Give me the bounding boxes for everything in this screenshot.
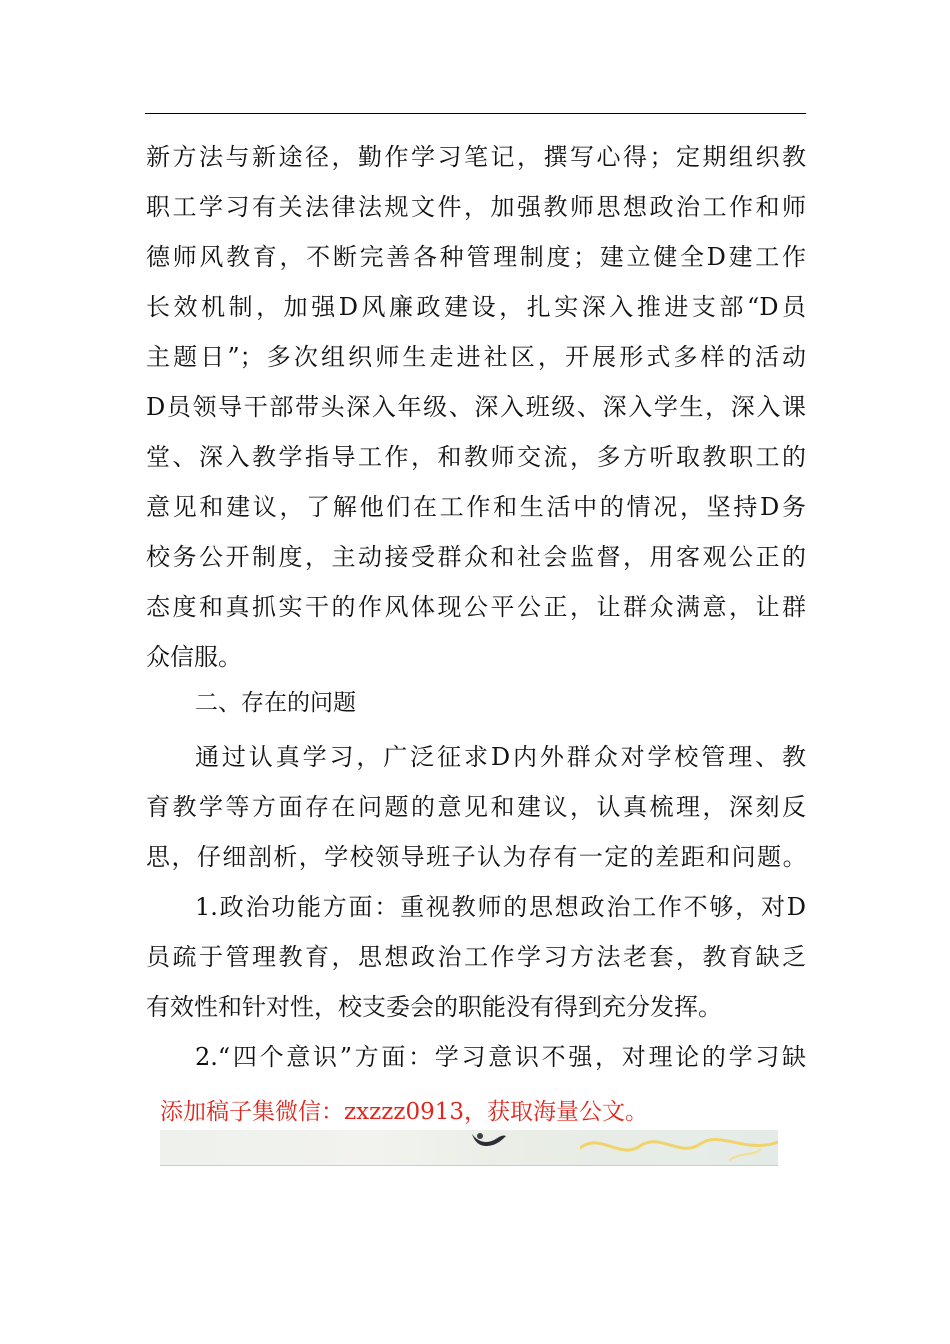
paragraph-line: 新方法与新途径，勤作学习笔记，撰写心得；定期组织教 — [146, 143, 806, 171]
paragraph-line: 长效机制，加强D风廉政建设，扎实深入推进支部“D员 — [146, 293, 806, 321]
paragraph-line: 职工学习有关法律法规文件，加强教师思想政治工作和师 — [146, 193, 806, 221]
paragraph-line: 堂、深入教学指导工作，和教师交流，多方听取教职工的 — [146, 443, 806, 471]
paragraph-line: D员领导干部带头深入年级、深入班级、深入学生，深入课 — [146, 393, 806, 421]
paragraph-line: 育教学等方面存在问题的意见和建议，认真梳理，深刻反 — [146, 793, 806, 821]
paragraph-line: 员疏于管理教育，思想政治工作学习方法老套，教育缺乏 — [146, 943, 806, 971]
paragraph-line: 思，仔细剖析，学校领导班子认为存有一定的差距和问题。 — [146, 843, 806, 871]
section-heading: 二、存在的问题 — [195, 690, 356, 716]
promo-text: 添加稿子集微信：zxzzz0913，获取海量公文。 — [160, 1099, 648, 1125]
paragraph-line: 意见和建议，了解他们在工作和生活中的情况，坚持D务 — [146, 493, 806, 521]
paragraph-line: 1.政治功能方面：重视教师的思想政治工作不够，对D — [195, 893, 806, 921]
paragraph-line: 有效性和针对性，校支委会的职能没有得到充分发挥。 — [146, 993, 722, 1021]
header-rule — [145, 113, 806, 114]
paragraph-line: 态度和真抓实干的作风体现公平公正，让群众满意，让群 — [146, 593, 806, 621]
paragraph-line: 通过认真学习，广泛征求D内外群众对学校管理、教 — [195, 743, 806, 771]
paragraph-line: 众信服。 — [146, 643, 242, 671]
paragraph-line: 校务公开制度，主动接受群众和社会监督，用客观公正的 — [146, 543, 806, 571]
ink-bird-icon — [468, 1130, 508, 1148]
swirl-ornament-icon — [580, 1130, 778, 1165]
decorative-banner — [160, 1130, 778, 1166]
paragraph-line: 主题日”；多次组织师生走进社区，开展形式多样的活动 — [146, 343, 806, 371]
paragraph-line: 德师风教育，不断完善各种管理制度；建立健全D建工作 — [146, 243, 806, 271]
paragraph-line: 2.“四个意识”方面：学习意识不强，对理论的学习缺 — [195, 1043, 806, 1071]
